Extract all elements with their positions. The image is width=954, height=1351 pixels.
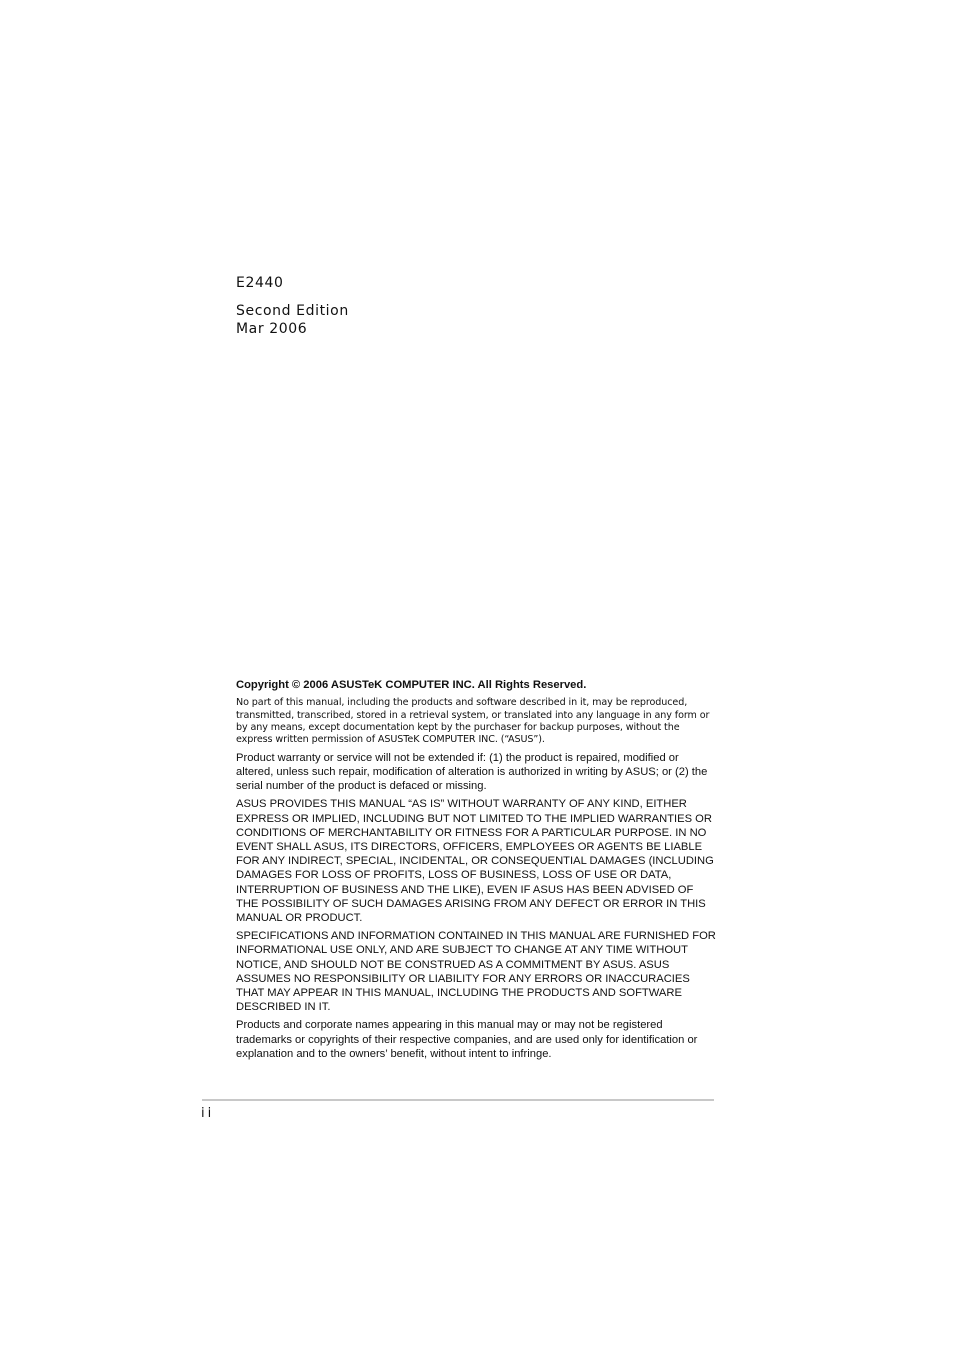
legal-notice [236, 678, 716, 1065]
copyright-line: Copyright © 2006 ASUSTeK COMPUTER INC. All Rights Reserved. [236, 679, 587, 691]
trademarks-paragraph: Products and corporate names appearing in this manual may or may not be registered trademarks or copyrights of their respective companies, and are used only for identification or explanation and to the owners’ benefit, without intent to infringe. [236, 1019, 698, 1060]
disclaimer-paragraph: ASUS PROVIDES THIS MANUAL “AS IS” WITHOUT WARRANTY OF ANY KIND, EITHER EXPRESS OR IMPLIED, INCLUDING BUT NOT LIMITED TO THE IMPLIED WARRANTIES OR CONDITIONS OF MERCHANTABILITY OR FITNESS FOR A PARTICULAR PURPOSE. IN NO EVENT SHALL ASUS, ITS DIRECTORS, OFFICERS, EMPLOYEES OR AGENTS BE LIABLE FOR ANY INDIRECT, SPECIAL, INCIDENTAL, OR CONSEQUENTIAL DAMAGES (INCLUDING DAMAGES FOR LOSS OF PROFITS, LOSS OF BUSINESS, LOSS OF USE OR DATA, INTERRUPTION OF BUSINESS AND THE LIKE), EVEN IF ASUS HAS BEEN ADVISED OF THE POSSIBILITY OF SUCH DAMAGES ARISING FROM ANY DEFECT OR ERROR IN THIS MANUAL OR PRODUCT. [236, 798, 714, 925]
manual-header [236, 274, 349, 338]
specifications-paragraph: SPECIFICATIONS AND INFORMATION CONTAINED IN THIS MANUAL ARE FURNISHED FOR INFORMATIONAL USE ONLY, AND ARE SUBJECT TO CHANGE AT ANY TIME WITHOUT NOTICE, AND SHOULD NOT BE CONSTRUED AS A COMMITMENT BY ASUS. ASUS ASSUMES NO RESPONSIBILITY OR LIABILITY FOR ANY ERRORS OR INACCURACIES THAT MAY APPEAR IN THIS MANUAL, INCLUDING THE PRODUCTS AND SOFTWARE DESCRIBED IN IT. [236, 930, 716, 1014]
page-number: ii [201, 1106, 215, 1121]
footer-divider [202, 1099, 714, 1101]
model-name: E2440 [236, 275, 284, 291]
edition-label: Second Edition [236, 303, 349, 319]
edition-date: Mar 2006 [236, 321, 308, 337]
warranty-paragraph: Product warranty or service will not be extended if: (1) the product is repaired, modified or altered, unless such repair, modification of alteration is authorized in writing by ASUS; or (2) the serial number of the product is defaced or missing. [236, 751, 708, 793]
reproduction-paragraph: No part of this manual, including the products and software described in it, may be reproduced, transmitted, transcribed, stored in a retrieval system, or translated into any language in any form or by any means, except documentation kept by the purchaser for backup purposes, without the express written permission of ASUSTeK COMPUTER INC. (“ASUS”). [236, 697, 710, 746]
